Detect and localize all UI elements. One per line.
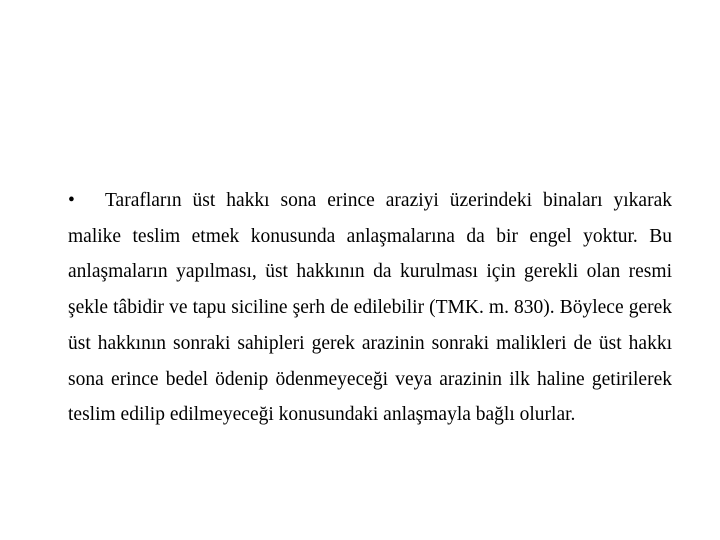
bullet-paragraph — [68, 183, 672, 433]
bullet-marker: • — [68, 190, 75, 211]
paragraph-text: Tarafların üst hakkı sona erince araziyi üzerindeki binaları yıkarak malike teslim etmek konusunda anlaşmalarına da bir engel yoktur. Bu anlaşmaların yapılması, üst hakkının da kurulması için gerekli olan resmi şekle tâbidir ve tapu siciline şerh de edilebilir (TMK. m. 830). Böylece gerek üst hakkının sonraki sahipleri gerek arazinin sonraki malikleri de üst hakkı sona erince bedel ödenip ödenmeyeceği veya arazinin ilk haline getirilerek teslim edilip edilmeyeceği konusundaki anlaşmayla bağlı olurlar. — [68, 190, 672, 426]
